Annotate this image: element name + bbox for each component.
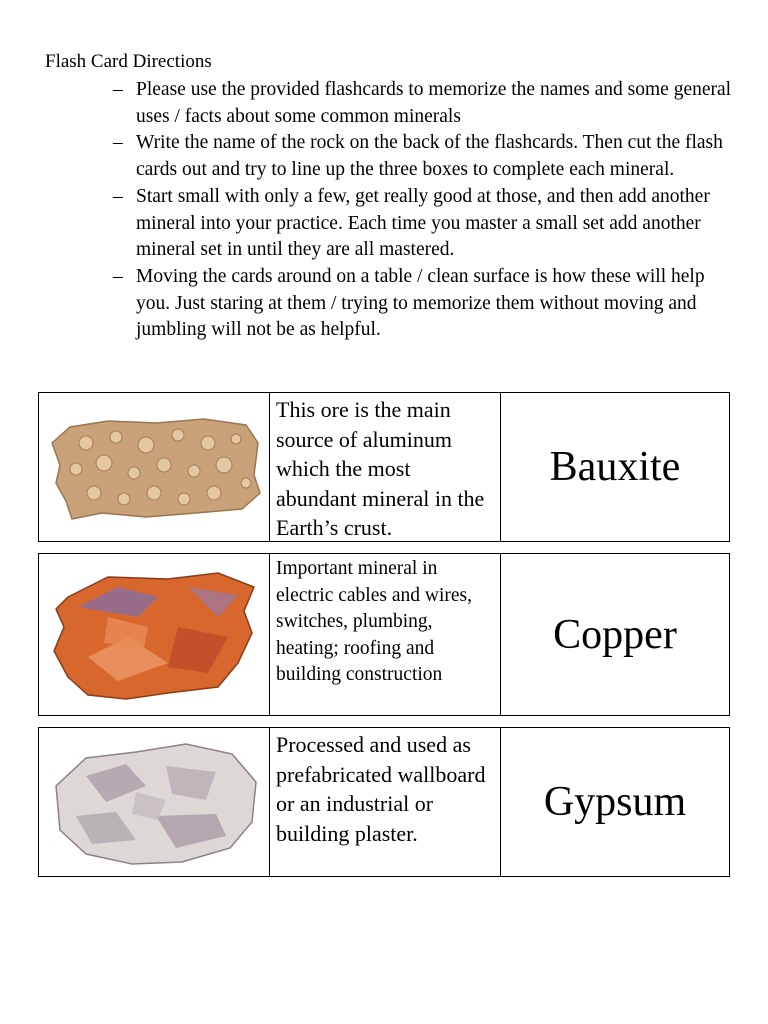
directions-section <box>45 50 735 344</box>
mineral-name: Bauxite <box>549 444 681 490</box>
direction-item <box>45 264 735 344</box>
bullet-dash: – <box>113 79 123 100</box>
flashcard-image-cell <box>39 728 270 876</box>
directions-list <box>45 77 735 344</box>
flashcard-name-cell <box>501 393 729 541</box>
flashcard-name-cell <box>501 554 729 715</box>
bullet-dash: – <box>113 185 123 207</box>
direction-item <box>45 77 735 130</box>
direction-text: Please use the provided flashcards to memorize the names and some general uses / facts about some common minerals <box>136 79 732 127</box>
bullet-dash: – <box>113 265 123 287</box>
bullet-dash: – <box>113 132 123 154</box>
copper-rock-image <box>48 567 260 703</box>
flashcard-description: This ore is the main source of aluminum which the most abundant mineral in the Earth’s crust. <box>270 393 501 541</box>
flashcard-row-gypsum <box>38 727 730 877</box>
flashcard-image-cell <box>39 554 270 715</box>
gypsum-rock-image <box>46 736 262 868</box>
mineral-name: Gypsum <box>543 779 687 825</box>
direction-item <box>45 184 735 264</box>
mineral-name: Copper <box>553 611 677 658</box>
flashcard-image-cell <box>39 393 270 541</box>
bauxite-rock-image <box>46 413 262 521</box>
flashcard-description: Important mineral in electric cables and wires, switches, plumbing, heating; roofing and building construction <box>270 554 501 715</box>
directions-title: Flash Card Directions <box>45 51 212 72</box>
direction-text: Write the name of the rock on the back of the flashcards. Then cut the flash cards out and try to line up the three boxes to complete each mineral. <box>136 132 723 181</box>
flashcard-row-copper <box>38 553 730 716</box>
direction-text: Start small with only a few, get really good at those, and then add another mineral into your practice. Each time you master a small set add another mineral set in until they are all mastered. <box>136 185 710 261</box>
direction-item <box>45 130 735 183</box>
flashcard-row-bauxite <box>38 392 730 542</box>
direction-text: Moving the cards around on a table / clean surface is how these will help you. Just staring at them / trying to memorize them without moving and jumbling will not be as helpful. <box>136 265 705 341</box>
flashcard-name-cell <box>501 728 729 876</box>
flashcard-description: Processed and used as prefabricated wallboard or an industrial or building plaster. <box>270 728 501 876</box>
